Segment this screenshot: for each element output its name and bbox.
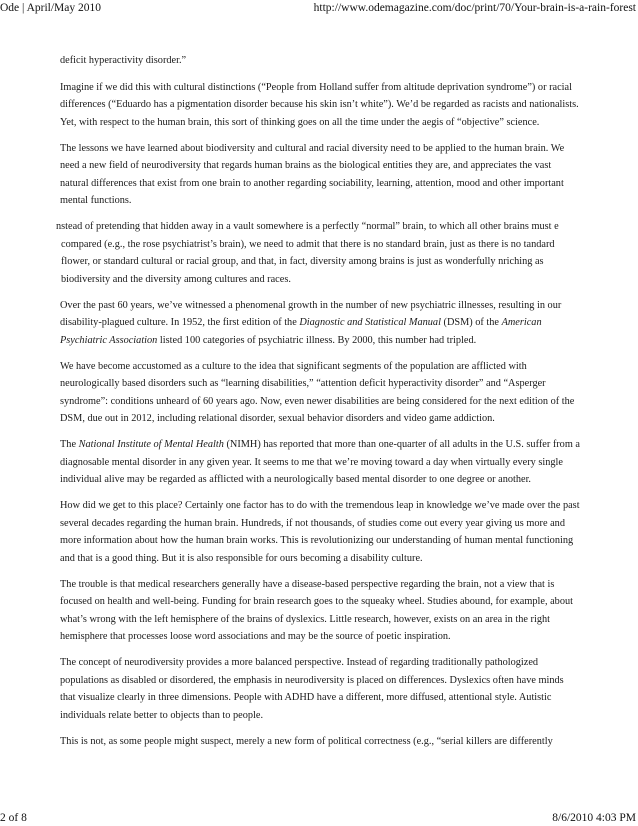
paragraph-7: How did we get to this place? Certainly one factor has to do with the tremendous leap in knowledge we’ve made over the past several decades regarding the human brain. Hundreds, if not thousands, of studies come out every year giving us more and more information about how the human brain works. This is revolutionizing our understanding of human mental functioning and that is a good thing. But it is also responsible for ours becoming a disability culture. <box>60 500 580 564</box>
print-timestamp: 8/6/2010 4:03 PM <box>552 812 636 824</box>
header-url: http://www.odemagazine.com/doc/print/70/Your-brain-is-a-rain-forest <box>313 2 636 14</box>
paragraph-9: The concept of neurodiversity provides a more balanced perspective. Instead of regarding traditionally pathologized populations as disabled or disordered, the emphasis in neurodiversity is placed on differences. Dyslexics often have minds that visualize clearly in three dimensions. People with ADHD have a different, more diffused, attentional style. Autistic individuals relate better to objects than to people. <box>60 657 564 721</box>
dsm-title: Diagnostic and Statistical Manual <box>299 317 441 328</box>
paragraph-5: We have become accustomed as a culture to the idea that significant segments of the population are afflicted with neurologically based disorders such as “learning disabilities,” “attention deficit hyperactivity disorder” and “Asperger syndrome”: conditions unheard of 60 years ago. Now, even newer disabilities are being considered for the next edition of the DSM, due out in 2012, including relational disorder, sexual behavior disorders and video game addiction. <box>60 360 575 424</box>
nimh-name: National Institute of Mental Health <box>78 439 224 450</box>
paragraph-4-text-b: (DSM) of the <box>440 317 502 328</box>
paragraph-3: nstead of pretending that hidden away in a vault somewhere is a perfectly “normal” brain, to which all other brains must e compared (e.g., the rose psychiatrist’s brain), we need to admit that there is no standard brain, just as there is no tandard flower, or standard cultural or racial group, and that, in fact, diversity among brains is just as wonderfully nriching as biodiversity and the diversity among cultures and races. <box>56 221 559 285</box>
paragraph-6-text-b: (NIMH) has reported that more than one-quarter of all adults in the U.S. suffer from a diagnosable mental disorder in any given year. It seems to me that we’re moving toward a day when virtually every single individual alive may be regarded as afflicted with a neurologically based mental disorder to one degree or another. <box>60 439 580 485</box>
paragraph-0: deficit hyperactivity disorder.” <box>60 55 187 66</box>
paragraph-4-text-c: listed 100 categories of psychiatric illness. By 2000, this number had tripled. <box>157 334 477 346</box>
paragraph-8: The trouble is that medical researchers generally have a disease-based perspective regarding the brain, not a view that is focused on health and well-being. Funding for brain research goes to the squeaky wheel. Studies abound, for example, about what’s wrong with the left hemisphere of the brains of dyslexics. Little research, however, exists on an area in the right hemisphere that processes loose word associations and may be the source of poetic inspiration. <box>60 578 573 642</box>
paragraph-10: This is not, as some people might suspect, merely a new form of political correctness (e.g., “serial killers are differently <box>60 735 553 747</box>
article-body <box>56 52 580 759</box>
paragraph-6 <box>60 436 580 489</box>
header-title: Ode | April/May 2010 <box>0 2 102 14</box>
paragraph-4-text-a: Over the past 60 years, we’ve witnessed a phenomenal growth in the number of new psychiatric illnesses, resulting in our disability-plagued culture. In 1952, the first edition of the <box>60 299 562 328</box>
paragraph-2: The lessons we have learned about biodiversity and cultural and racial diversity need to be applied to the human brain. We need a new field of neurodiversity that regards human brains as the biological entities they are, and appreciates the vast natural differences that exist from one brain to another regarding sociability, learning, attention, mood and other important mental functions. <box>60 142 565 206</box>
paragraph-1: Imagine if we did this with cultural distinctions (“People from Holland suffer from altitude deprivation syndrome”) or racial differences (“Eduardo has a pigmentation disorder because his skin isn’t white”). We’d be regarded as racists and nationalists. Yet, with respect to the human brain, this sort of thinking goes on all the time under the aegis of “objective” science. <box>60 81 579 128</box>
paragraph-4 <box>60 297 580 350</box>
page-counter: 2 of 8 <box>0 812 27 824</box>
paragraph-6-text-a: The <box>60 439 79 450</box>
apa-name: American Psychiatric Association <box>60 317 542 346</box>
